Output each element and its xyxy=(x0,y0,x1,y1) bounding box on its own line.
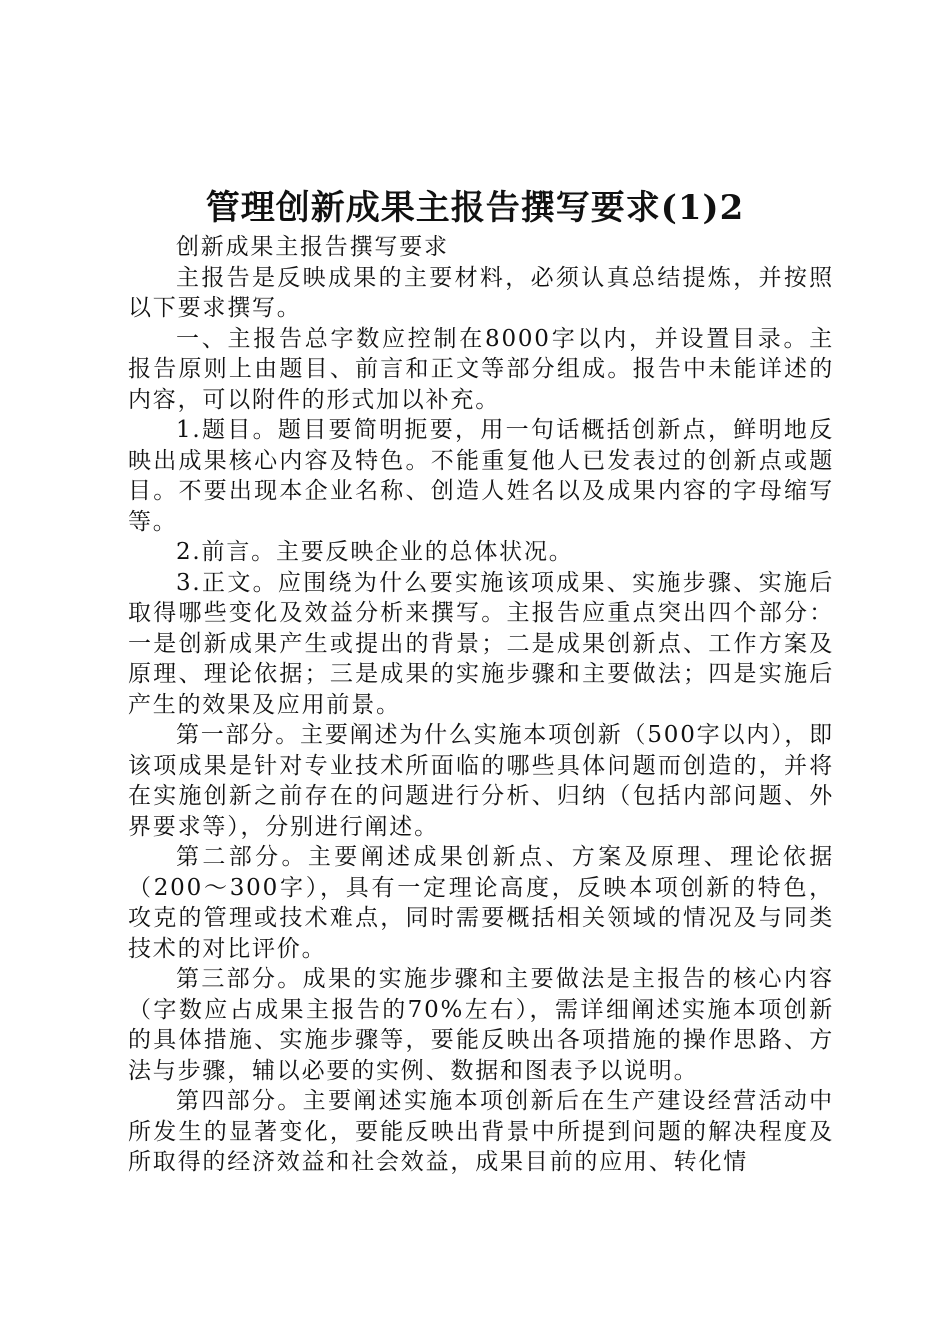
document-body xyxy=(128,232,834,1178)
document-title: 管理创新成果主报告撰写要求(1)2 xyxy=(205,188,745,228)
paragraph-part-one: 第一部分。主要阐述为什么实施本项创新（500字以内），即该项成果是针对专业技术所面临的哪些具体问题而创造的，并将在实施创新之前存在的问题进行分析、归纳（包括内部问题、外界要求等），分别进行阐述。 xyxy=(128,722,834,840)
paragraph-section-one: 一、主报告总字数应控制在8000字以内，并设置目录。主报告原则上由题目、前言和正文等部分组成。报告中未能详述的内容，可以附件的形式加以补充。 xyxy=(128,325,834,413)
paragraph-main-text-rule: 3.正文。应围绕为什么要实施该项成果、实施步骤、实施后取得哪些变化及效益分析来撰写。主报告应重点突出四个部分：一是创新成果产生或提出的背景；二是成果创新点、工作方案及原理、理论依据；三是成果的实施步骤和主要做法；四是实施后产生的效果及应用前景。 xyxy=(128,569,834,718)
paragraph-subtitle: 创新成果主报告撰写要求 xyxy=(176,234,449,260)
paragraph-intro: 主报告是反映成果的主要材料，必须认真总结提炼，并按照以下要求撰写。 xyxy=(128,264,834,321)
paragraph-preface-rule: 2.前言。主要反映企业的总体状况。 xyxy=(176,539,574,565)
paragraph-title-rule: 1.题目。题目要简明扼要，用一句话概括创新点，鲜明地反映出成果核心内容及特色。不能重复他人已发表过的创新点或题目。不要出现本企业名称、创造人姓名以及成果内容的字母缩写等。 xyxy=(128,417,834,535)
paragraph-part-four: 第四部分。主要阐述实施本项创新后在生产建设经营活动中所发生的显著变化，要能反映出背景中所提到问题的解决程度及所取得的经济效益和社会效益，成果目前的应用、转化情 xyxy=(128,1088,834,1175)
paragraph-part-three: 第三部分。成果的实施步骤和主要做法是主报告的核心内容（字数应占成果主报告的70%左右），需详细阐述实施本项创新的具体措施、实施步骤等，要能反映出各项措施的操作思路、方法与步骤，辅以必要的实例、数据和图表予以说明。 xyxy=(128,966,834,1084)
paragraph-part-two: 第二部分。主要阐述成果创新点、方案及原理、理论依据（200～300字），具有一定理论高度，反映本项创新的特色，攻克的管理或技术难点，同时需要概括相关领域的情况及与同类技术的对比评价。 xyxy=(128,844,834,962)
